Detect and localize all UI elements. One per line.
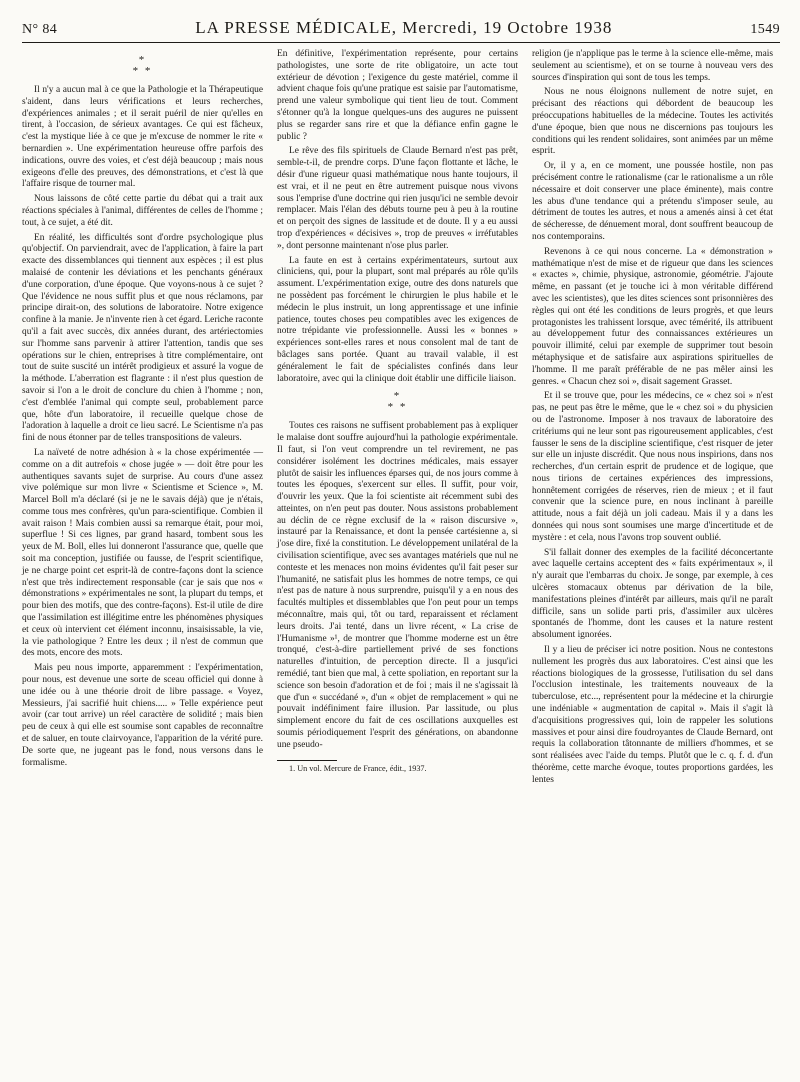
journal-title: LA PRESSE MÉDICALE, Mercredi, 19 Octobre 1938 <box>195 18 613 37</box>
article-columns <box>22 49 780 790</box>
paragraph: Nous laissons de côté cette partie du débat qui a trait aux réactions spéciales à l'animal, différentes de celles de l'homme ; tout, à ce sujet, a été dit. <box>22 194 263 228</box>
column-2 <box>277 49 518 790</box>
footnote: 1. Un vol. Mercure de France, édit., 1937. <box>289 763 427 773</box>
paragraph: Nous ne nous éloignons nullement de notre sujet, en précisant des réactions qui débordent de beaucoup les préoccupations habituelles de la médecine. Toutes les activités d'une époque, bien que nous ne discernions pas toujours les conditions qui les rendent solidaires, sont animées par un même esprit. <box>532 87 773 157</box>
issue-number: N° 84 <box>22 22 58 37</box>
paragraph: Revenons à ce qui nous concerne. La « démonstration » mathématique n'est de mise et de rigueur que dans les sciences « exactes », chimie, physique, astronomie, géométrie. J'ajoute même, en passant (et je touche ici à mon véritable différend avec les scientistes), que les dites sciences sont prisonnières des règles qui ont été les conditions de leurs progrès, et que leurs protagonistes les trahissent lorsque, avec témérité, ils attribuent au développement futur des connaissances extérieures un pouvoir illimité, celui par exemple de supprimer tout besoin métaphysique et de satisfaire aux aspirations spirituelles de l'homme. Il me paraît préférable de ne pas mêler ainsi les genres. « Chacun chez soi », disait sagement Grasset. <box>532 246 773 387</box>
paragraph: En définitive, l'expérimentation représente, pour certains pathologistes, une sorte de rite obligatoire, un acte tout extérieur de dévotion ; l'exigence du geste matériel, comme il advient chaque fois qu'une pratique est saisie par l'automatisme, prend une valeur symbolique qui tient lieu de tout. Comment s'étonner qu'à la longue quelques-uns des augures ne puissent plus se regarder sans rire et que la défiance enfin gagne le public ? <box>277 49 518 142</box>
footnote-rule <box>277 760 337 761</box>
paragraph: religion (je n'applique pas le terme à la science elle-même, mais seulement au scientisme), et on se tourne à nouveau vers des sources d'inspiration qui sont de tous les temps. <box>532 49 773 83</box>
column-3 <box>532 49 773 790</box>
section-separator: * * * <box>132 54 153 77</box>
paragraph: Il y a lieu de préciser ici notre position. Nous ne contestons nullement les progrès dus aux laboratoires. C'est ainsi que les réactions biologiques de la grossesse, l'utilisation du sel dans l'occlusion intestinale, les traitements nouveaux de la tuberculose, etc..., représentent pour la médecine et la chirurgie une indéniable « augmentation de capital ». Mais il s'agit là d'acquisitions progressives qui, loin de rappeler les solutions massives et pour ainsi dire foudroyantes de Claude Bernard, ont requis la collaboration tâtonnante de milliers d'hommes, et se sont réalisées avec l'aide du temps. Plutôt que le c. q. f. d. d'un théorème, cette marche évoque, toutes proportions gardées, les lentes <box>532 645 773 785</box>
paragraph: S'il fallait donner des exemples de la facilité déconcertante avec laquelle certains acceptent des « faits expérimentaux », il n'y aurait que l'embarras du choix. Je songe, par exemple, à ces ulcères stomacaux obtenus par dérivation de la bile, manifestations pleines d'intérêt par ailleurs, mais qu'il ne paraît difficile, sans un solide parti pris, d'assimiler aux ulcères spontanés de l'homme, dont les causes et la nature restent absolument ignorées. <box>532 547 773 641</box>
paragraph: La naïveté de notre adhésion à « la chose expérimentée — comme on a dit autrefois « chose jugée » — doit être pour les authentiques savants sujet de surprise. Au cours d'une assez vive polémique sur mon livre « Scientisme et Science », M. Marcel Boll m'a déclaré (si je ne le savais déjà) que je n'étais, comme tous mes confrères, qu'un para-scientifique. Combien il avait raison ! Mais combien aussi sa remarque était, pour moi, superflue ! Si ces lignes, par grand hasard, tombent sous les yeux de M. Boll, elles lui donneront l'assurance que, quelle que soit ma conception, justifiée ou fausse, de l'esprit scientifique, je ne charge point cet esprit-là de contre-façons dont la science n'est que très indirectement responsable (car je sais que nos « démonstrations » expérimentales ne sont, la plupart du temps, et pour bien des motifs, que des contre-façons). Est-il utile de dire que l'assimilation est illégitime entre les phénomènes physiques et ceux où intervient cet élément inconnu, insaisissable, la vie, la vie pathologique ? Entre les deux ; il n'est de commun que des mots, encore des mots. <box>22 447 263 659</box>
paragraph: Il n'y a aucun mal à ce que la Pathologie et la Thérapeutique s'aident, dans leurs vérifications et leurs recherches, d'expériences animales ; et il serait puéril de nier qu'elles en tirent, à l'occasion, de sérieux avantages. Ce qui est fâcheux, c'est la mystique liée à ce que je m'excuse de nommer le rite « bernardien ». Une expérimentation heureuse offre parfois des indications, ouvre des voies, et c'est déjà beaucoup ; mais nous exigeons d'elle des preuves, des démonstrations, et c'est là que l'affaire risque de tourner mal. <box>22 85 263 190</box>
paragraph: En réalité, les difficultés sont d'ordre psychologique plus qu'objectif. On parviendrait, avec de l'application, à faire la part exacte des dissemblances qui tiennent aux espèces ; il est plus malaisé de contenir les déviations et les penchants généraux d'une corporation, d'une époque. Que voyons-nous à ce sujet ? Que l'évidence ne nous suffit plus et que nous réclamons, par principe dirait-on, des solutions de laboratoire. Notre exigence confine à la manie. Je n'invente rien à cet égard. Leriche raconte qu'il a fait avec succès, dix années durant, des artériectomies sur l'homme sans parvenir à attirer l'attention, tandis que ses opérations sur le chien, entreprises à titre complémentaire, ont tout de suite suscité un intérêt prodigieux et assuré la vogue de la méthode. L'aberration est flagrante : il n'est plus question de savoir si l'on a le droit de conclure du chien à l'homme ; non, c'est d'emblée l'animal qui compte seul, probablement parce que, hôte d'un laboratoire, il recueille quelque chose de l'adoration à laquelle a droit ce lieu sacré. Le Scientisme n'a pas fini de nous étonner par de telles transpositions de valeurs. <box>22 232 263 444</box>
paragraph: Toutes ces raisons ne suffisent probablement pas à expliquer le malaise dont souffre aujourd'hui la pathologie expérimentale. Il faut, si l'on veut comprendre un tel revirement, ne pas considérer isolément les doctrines médicales, mais essayer plutôt de saisir les influences éparses qui, de nos jours comme à toutes les époques, s'exercent sur elles. Il suffit, pour voir, d'ouvrir les yeux. Que la foi scientiste ait récemment subi des atteintes, on n'en peut pas douter. Nous assistons probablement au déclin de ce règne exclusif de la « raison discursive », instauré par la Renaissance, et dont la pensée cartésienne a, si j'ose dire, fixé la constitution. Le développement unilatéral de la civilisation scientifique, avec ses avantages matériels que nul ne conteste et les menaces non moins évidentes qu'il fait peser sur l'humanité, ne satisfait plus les hommes de notre temps, ce qui n'est pas de nature à nous surprendre, puisqu'il y a en nous des facultés multiples et dissemblables que l'on peut pour un temps méconnaître, mais qui, tôt ou tard, reparaissent et réclament leurs droits. J'ai tenté, dans un livre récent, « La crise de l'Humanisme »¹, de montrer que l'homme moderne est un être tronqué, c'est-à-dire partiellement privé de ses fonctions naturelles d'intuition, de perception directe. Il a jusqu'ici remédié, tant bien que mal, à cette spoliation, en reportant sur la science son besoin d'adoration et de foi ; mais il ne s'agissait là que d'un « succédané », d'un « objet de remplacement » qui ne pouvait indéfiniment faire illusion. Par lassitude, ou plus simplement encore du fait de ces oscillations auxquelles est soumis périodiquement l'esprit des générations, on abandonne une pseudo- <box>277 421 518 750</box>
page-number: 1549 <box>750 22 780 37</box>
paragraph: Le rêve des fils spirituels de Claude Bernard n'est pas prêt, semble-t-il, de prendre corps. D'une façon flottante et lâche, le désir d'une rigueur quasi mathématique nous hante toujours, il est vrai, et il ne peut en être autrement puisque nous vivons sous l'emprise d'une doctrine qui rien jusqu'ici ne semble devoir remplacer. Mais l'élan des débuts tourne peu à peu à la routine et on perçoit des signes de lassitude et de doute. Il y a eu aussi trop d'expériences « décisives », trop de preuves « irréfutables », dont personne maintenant n'ose plus parler. <box>277 146 518 251</box>
paragraph: La faute en est à certains expérimentateurs, surtout aux cliniciens, qui, pour la plupart, sont mal préparés au rôle qu'ils assument. L'expérimentation exige, outre des dons naturels que ne possèdent pas forcément le chirurgien le plus habile et le médecin le plus instruit, un long apprentissage et une infinie patience, toutes choses peu compatibles avec les exigences de notre trépidante vie professionnelle. Aussi les « bonnes » expériences sont-elles rares et nous consolent mal de tant de bâclages sans portée. Quant au travail valable, il est généralement le fait de spécialistes confinés dans leur laboratoire, avec qui la clinique doit établir une difficile liaison. <box>277 255 518 384</box>
paragraph: Et il se trouve que, pour les médecins, ce « chez soi » n'est pas, ne peut pas être le même, que le « chez soi » du physicien ou de l'astronome. Imposer à nos travaux de laboratoire des critériums qui ne leur sont pas rigoureusement applicables, c'est fausser le sens de la discipline scientifique, c'est risquer de jeter sur elle un injuste discrédit. Que nous nous inspirions, dans nos recherches, d'un certain esprit de prudence et de logique, que nous tirions de certaines expériences des impressions, honnêtement corrigées de réserves, rien de mieux ; et il faut convenir que la science pure, en nous inclinant à pareille attitude, nous a fait déjà un joli cadeau. Mais il y a dans les données qui nous sont soumises une marge d'incertitude et de mystère : et cela, nous l'avons trop souvent oublié. <box>532 391 773 543</box>
page-header <box>22 18 780 43</box>
column-1 <box>22 49 263 790</box>
paragraph: Mais peu nous importe, apparemment : l'expérimentation, pour nous, est devenue une sorte de sceau officiel qui donne à une idée ou à une théorie droit de libre passage. « Voyez, Messieurs, j'ai sacrifié huit chiens..... » Telle expérience peut avoir (car tout arrive) un réel caractère de solidité ; mais bien peu de ceux à qui elle est soumise sont capables de reconnaître et de saluer, en toute clairvoyance, l'apparition de la vérité pure. De sorte que, ne jugeant pas le fond, nous versons dans le formalisme. <box>22 663 263 768</box>
section-separator: * * * <box>387 390 408 414</box>
paragraph: Or, il y a, en ce moment, une poussée hostile, non pas précisément contre le rationalisme (car le rationalisme a un rôle nécessaire et doit conserver une place éminente), mais contre les abus d'une tendance qui a prétendu s'imposer seule, au détriment de toutes les autres, et nous a amenés ainsi à cet état de sécheresse, de dénuement moral, dont souffrent beaucoup de nos contemporains. <box>532 161 773 242</box>
